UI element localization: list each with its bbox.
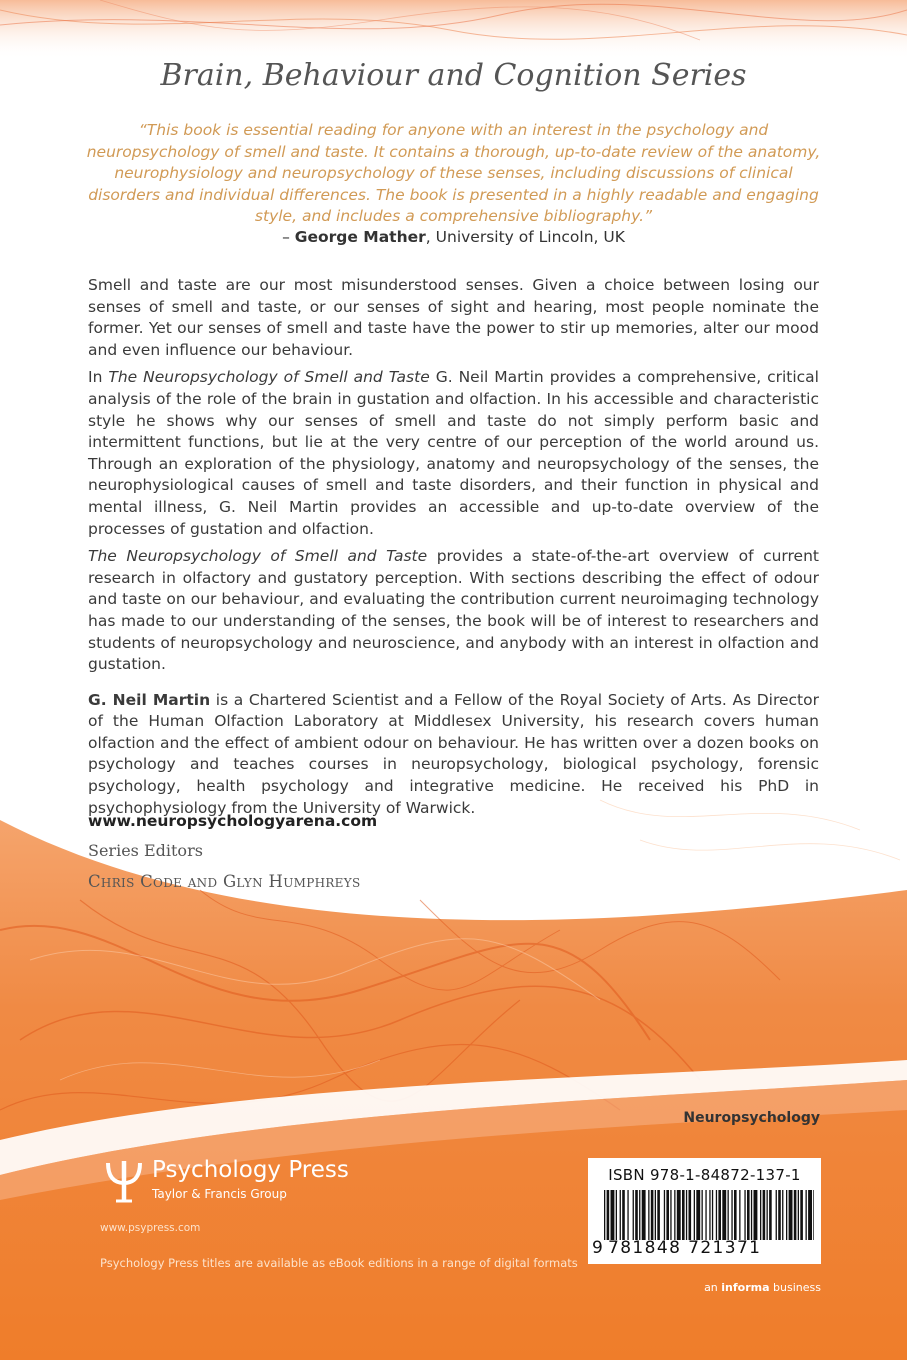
endorser-affiliation: , University of Lincoln, UK [425, 228, 625, 246]
barcode-bar [616, 1190, 617, 1240]
endorsement-quote: “This book is essential reading for anyone with an interest in the psychology and neuropsychology of smell and taste. It contains a thorough, up-to-date review of the anatomy, neurophysiology and neuropsychology of these senses, including discussions of clinical disorders and individual differences. The book is presented in a highly readable and engaging style, and includes a comprehensive bibliography.” [86, 121, 821, 225]
description-paragraph-1: Smell and taste are our most misunderstood senses. Given a choice between losing our senses of smell and taste, or our senses of sight and hearing, most people nominate the former. Yet our senses of smell and taste have the power to stir up memories, alter our mood and even influence our behaviour. [88, 276, 819, 359]
barcode-bar [813, 1190, 814, 1240]
barcode-bar [635, 1190, 638, 1240]
barcode-bar [705, 1190, 706, 1240]
business-suffix: business [769, 1281, 821, 1294]
barcode-bar [674, 1190, 675, 1240]
barcode-bar [709, 1190, 710, 1240]
publisher-name: Psychology Press [152, 1157, 349, 1183]
barcode-bar [760, 1190, 761, 1240]
barcode-bar [689, 1190, 692, 1240]
bottom-decoration [0, 780, 907, 1360]
barcode-digits: 781848 721371 [608, 1238, 762, 1258]
barcode-bar [763, 1190, 766, 1240]
ebook-note: Psychology Press titles are available as eBook editions in a range of digital formats [100, 1256, 578, 1270]
barcode-bar [620, 1190, 621, 1240]
barcode-bar [769, 1190, 772, 1240]
author-bio-text: is a Chartered Scientist and a Fellow of the Royal Society of Arts. As Director of the Human Olfaction Laboratory at Middlesex University, his research covers human olfaction and the effect of ambient odour on behaviour. He has written over a dozen books on psychology and teaches courses in neuropsychology, biological psychology, forensic psychology, health psychology and integrative medicine. He received his PhD in psychophysiology from the University of Warwick. [88, 690, 819, 817]
description-paragraph-3 [88, 546, 819, 676]
barcode-bar [622, 1190, 625, 1240]
subject-label: Neuropsychology [683, 1110, 820, 1126]
barcode-bar [686, 1190, 687, 1240]
barcode-bar [611, 1190, 615, 1240]
barcode-bar [778, 1190, 781, 1240]
barcode-bar [670, 1190, 671, 1240]
psi-icon [100, 1157, 148, 1207]
barcode-bar [744, 1190, 745, 1240]
publisher-subtitle: Taylor & Francis Group [152, 1187, 287, 1201]
series-title: Brain, Behaviour and Cognition Series [160, 58, 747, 93]
barcode-bar [651, 1190, 654, 1240]
barcode-bar [633, 1190, 634, 1240]
barcode-bar [696, 1190, 700, 1240]
barcode-bar [800, 1190, 803, 1240]
barcode-bar [664, 1190, 665, 1240]
barcode-bar [716, 1190, 717, 1240]
book-title-inline: The Neuropsychology of Smell and Taste [108, 368, 430, 387]
barcode-bar [712, 1190, 713, 1240]
endorsement-attribution [86, 228, 821, 246]
barcode-bar [767, 1190, 768, 1240]
barcode-bar [694, 1190, 695, 1240]
endorser-name: George Mather [294, 228, 426, 246]
barcode-bar [607, 1190, 610, 1240]
barcode-bar [806, 1190, 807, 1240]
barcode-bar [642, 1190, 646, 1240]
barcode-bar [702, 1190, 703, 1240]
series-editors-names: Chris Code and Glyn Humphreys [88, 872, 361, 891]
barcode-bar [728, 1190, 729, 1240]
barcode-bar [808, 1190, 812, 1240]
barcode-bar [794, 1190, 797, 1240]
website-link[interactable]: www.neuropsychologyarena.com [88, 812, 378, 830]
barcode-bars [604, 1190, 814, 1240]
barcode-bar [747, 1190, 750, 1240]
barcode-bar [648, 1190, 649, 1240]
barcode-bar [677, 1190, 681, 1240]
book-title-inline-2: The Neuropsychology of Smell and Taste [88, 547, 428, 566]
barcode-bar [786, 1190, 787, 1240]
barcode-bar [739, 1190, 740, 1240]
barcode-bar [627, 1190, 628, 1240]
description-paragraph-2 [88, 367, 819, 540]
barcode-bar [657, 1190, 660, 1240]
barcode-bar [789, 1190, 793, 1240]
business-brand: informa [721, 1281, 770, 1294]
barcode-bar [734, 1190, 737, 1240]
barcode-bar [731, 1190, 732, 1240]
attribution-dash: – [282, 228, 295, 246]
business-prefix: an [704, 1281, 722, 1294]
barcode-bar [604, 1190, 605, 1240]
informa-business-tag [680, 1281, 821, 1294]
barcode-bar [666, 1190, 669, 1240]
p2-body: G. Neil Martin provides a comprehensive, critical analysis of the role of the brain in gustation and olfaction. In his accessible and characteristic style he shows why our senses of smell and taste do not simply perform basic and intermittent functions, but lie at the very centre of our perception of the world around us. Through an exploration of the physiology, anatomy and neuropsychology of the senses, the neurophysiological causes of smell and taste disorders, and their function in physical and mental illness, G. Neil Martin provides an accessible and up-to-date overview of the processes of gustation and olfaction. [88, 368, 819, 538]
publisher-logo [100, 1157, 360, 1207]
barcode-bar [782, 1190, 783, 1240]
barcode-bar [655, 1190, 656, 1240]
barcode-bar [718, 1190, 721, 1240]
author-name: G. Neil Martin [88, 690, 211, 709]
barcode-lead-digit: 9 [592, 1238, 603, 1258]
description-text [88, 275, 819, 825]
barcode-bar [639, 1190, 640, 1240]
barcode-bar [754, 1190, 758, 1240]
barcode-box [588, 1158, 821, 1264]
barcode-bar [682, 1190, 685, 1240]
p3-body: provides a state-of-the-art overview of current research in olfactory and gustatory perception. With sections describing the effect of odour and taste on our behaviour, and evaluating the contribution current neuroimaging technology has made to our understanding of the senses, the book will be of interest to researchers and students of neuropsychology and neuroscience, and anybody with an interest in olfaction and gustation. [88, 547, 819, 674]
barcode-bar [798, 1190, 799, 1240]
barcode-bar [751, 1190, 752, 1240]
top-decoration [0, 0, 907, 60]
p2-prefix: In [88, 368, 109, 387]
isbn-label: ISBN 978-1-84872-137-1 [608, 1166, 801, 1184]
series-editors-label: Series Editors [88, 841, 203, 860]
publisher-url[interactable]: www.psypress.com [100, 1222, 201, 1234]
barcode-bar [722, 1190, 726, 1240]
barcode-bar [776, 1190, 777, 1240]
